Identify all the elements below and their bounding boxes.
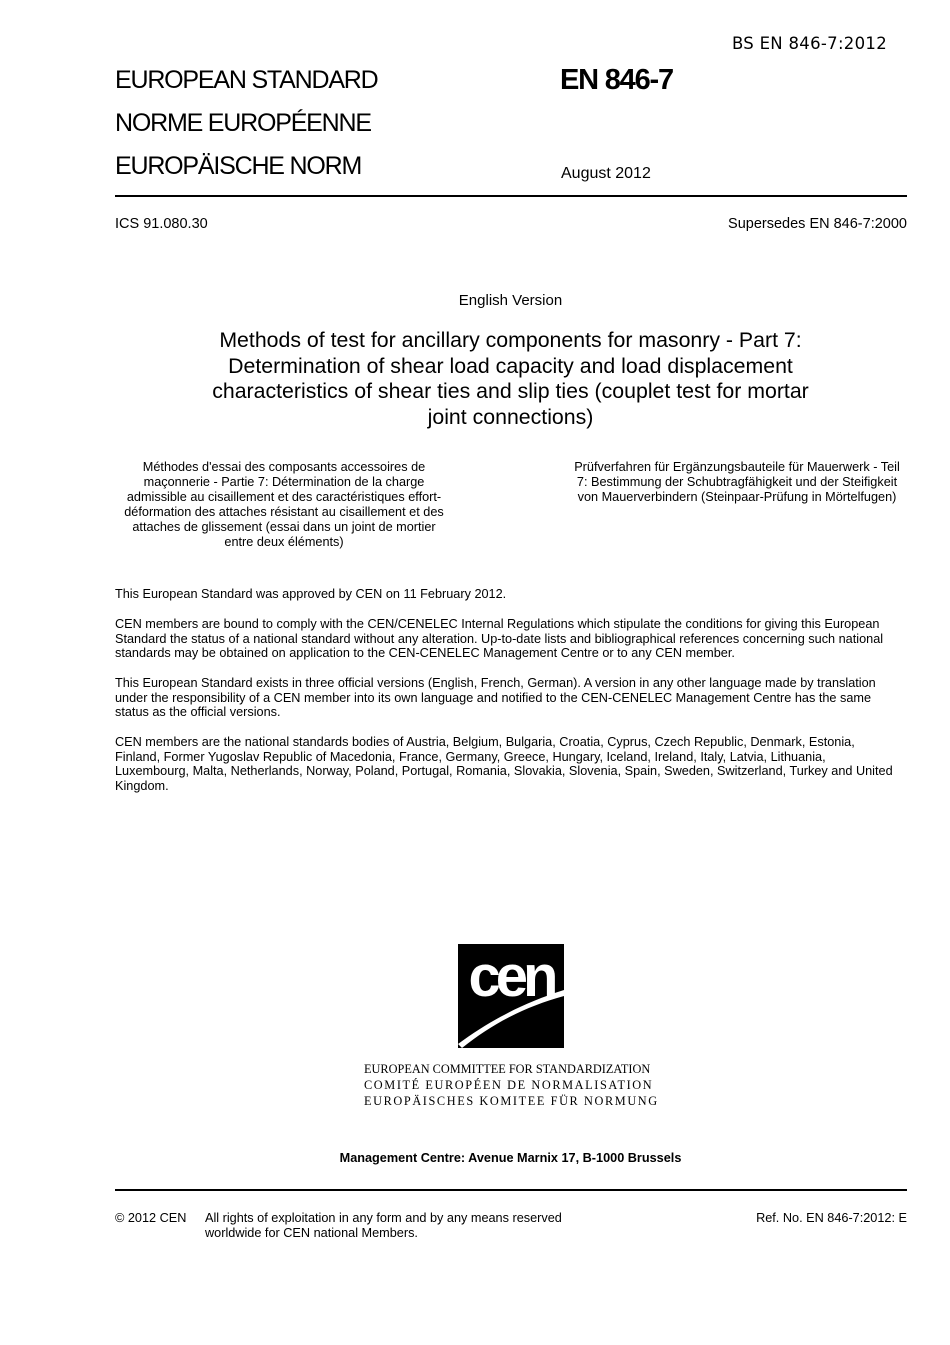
ics-code: ICS 91.080.30 bbox=[115, 216, 208, 232]
bs-reference: BS EN 846-7:2012 bbox=[731, 34, 887, 53]
paragraph-line: This European Standard was approved by CEN on 11 February 2012. bbox=[115, 587, 507, 601]
members-paragraph bbox=[115, 735, 910, 794]
main-title bbox=[170, 328, 851, 431]
paragraph-line: CEN members are bound to comply with the CEN/CENELEC Internal Regulations which stipulate the conditions for giving this European bbox=[115, 617, 880, 631]
compliance-paragraph bbox=[115, 617, 910, 661]
supersedes-note: Supersedes EN 846-7:2000 bbox=[728, 216, 907, 232]
rights-line: worldwide for CEN national Members. bbox=[205, 1226, 418, 1240]
standard-name-fr: NORME EUROPÉENNE bbox=[115, 109, 371, 137]
paragraph-line: under the responsibility of a CEN member into its own language and notified to the CEN-CENELEC Management Centre has the same bbox=[115, 690, 872, 705]
footer-divider bbox=[115, 1189, 907, 1191]
german-title-line: 7: Bestimmung der Schubtragfähigkeit und der Steifigkeit bbox=[576, 475, 898, 489]
main-title-line: characteristics of shear ties and slip ties (couplet test for mortar bbox=[212, 379, 809, 404]
version-label: English Version bbox=[458, 292, 563, 309]
rights-notice bbox=[205, 1211, 625, 1241]
rights-line: All rights of exploitation in any form and by any means reserved bbox=[205, 1211, 562, 1225]
committee-name-en: EUROPEAN COMMITTEE FOR STANDARDIZATION bbox=[364, 1062, 651, 1076]
german-title-line: Prüfverfahren für Ergänzungsbauteile für Mauerwerk - Teil bbox=[574, 460, 900, 474]
cen-logo-text: cen bbox=[468, 944, 554, 1009]
main-title-line: joint connections) bbox=[427, 405, 594, 430]
french-title-line: déformation des attaches résistant au cisaillement et des bbox=[124, 505, 444, 519]
french-title-line: entre deux éléments) bbox=[224, 535, 344, 549]
copyright: © 2012 CEN bbox=[115, 1211, 187, 1225]
french-title-line: attaches de glissement (essai dans un joint de mortier bbox=[132, 520, 436, 534]
committee-name-fr: COMITÉ EUROPÉEN DE NORMALISATION bbox=[364, 1078, 654, 1092]
management-centre-address: Management Centre: Avenue Marnix 17, B-1000 Brussels bbox=[339, 1151, 682, 1165]
french-title-line: Méthodes d'essai des composants accessoires de bbox=[142, 460, 426, 474]
german-title-line: von Mauerverbindern (Steinpaar-Prüfung in Mörtelfugen) bbox=[577, 490, 897, 504]
standard-name-de: EUROPÄISCHE NORM bbox=[115, 152, 362, 180]
approval-paragraph bbox=[115, 587, 910, 602]
paragraph-line: Finland, Former Yugoslav Republic of Macedonia, France, Germany, Greece, Hungary, Iceland, Ireland, Italy, Latvia, Lithuania, bbox=[115, 749, 826, 764]
committee-name-de: EUROPÄISCHES KOMITEE FÜR NORMUNG bbox=[364, 1094, 659, 1108]
versions-paragraph bbox=[115, 676, 910, 720]
french-title-line: admissible au cisaillement et des caractéristiques effort- bbox=[126, 490, 442, 504]
french-title-line: maçonnerie - Partie 7: Détermination de la charge bbox=[143, 475, 425, 489]
paragraph-line: Luxembourg, Malta, Netherlands, Norway, Poland, Portugal, Romania, Slovakia, Slovenia, Spain, Sweden, Switzerland, Turkey and United bbox=[115, 764, 893, 779]
cen-logo bbox=[458, 944, 564, 1048]
paragraph-line: Standard the status of a national standard without any alteration. Up-to-date lists and bibliographical references concerning such national bbox=[115, 631, 884, 646]
main-title-line: Determination of shear load capacity and load displacement bbox=[228, 353, 793, 378]
paragraph-line: This European Standard exists in three official versions (English, French, German). A version in any other language made by translation bbox=[115, 676, 876, 690]
cen-logo-graphic bbox=[458, 944, 564, 1048]
header-divider bbox=[115, 195, 907, 197]
paragraph-line: Kingdom. bbox=[115, 779, 169, 794]
paragraph-line: CEN members are the national standards bodies of Austria, Belgium, Bulgaria, Croatia, Cyprus, Czech Republic, Denmark, Estonia, bbox=[115, 735, 855, 749]
paragraph-line: standards may be obtained on application to the CEN-CENELEC Management Centre or to any CEN member. bbox=[115, 646, 735, 661]
standard-number: EN 846-7 bbox=[560, 64, 673, 96]
paragraph-line: status as the official versions. bbox=[115, 705, 281, 720]
reference-number: Ref. No. EN 846-7:2012: E bbox=[756, 1211, 907, 1225]
french-title bbox=[118, 460, 450, 550]
german-title bbox=[559, 460, 915, 505]
main-title-line: Methods of test for ancillary components for masonry - Part 7: bbox=[219, 328, 802, 352]
standard-name-en: EUROPEAN STANDARD bbox=[115, 66, 378, 94]
publication-date: August 2012 bbox=[561, 165, 651, 182]
